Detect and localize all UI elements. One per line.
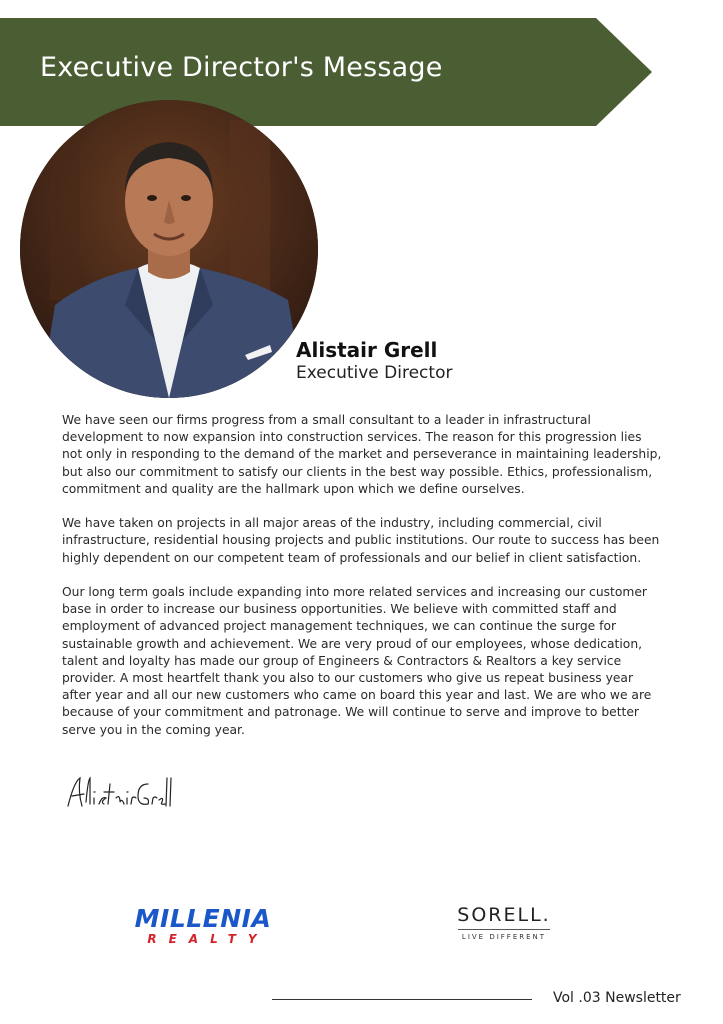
handwritten-signature	[64, 772, 174, 820]
message-paragraph: Our long term goals include expanding into more related services and increasing our customer base in order to increase our business opportunities. We believe with committed staff and employment of advanced project management techniques, we can continue the surge for sustainable growth and achievement. We are very proud of our employees, whose dedication, talent and loyalty has made our group of Engineers & Contractors & Realtors a key service provider. A most heartfelt thank you also to our customers who give us repeat business year after year and all our new customers who came on board this year and last. We are who we are because of your commitment and patronage. We will continue to serve and improve to better serve you in the coming year.	[62, 585, 652, 737]
newsletter-volume: Vol .03 Newsletter	[553, 990, 681, 1006]
director-name: Alistair Grell	[296, 338, 438, 362]
message-body	[62, 412, 664, 756]
portrait-illustration	[20, 100, 318, 398]
sorell-logo-text: SORELL.	[457, 904, 551, 926]
signature-drawing	[64, 772, 174, 816]
millenia-realty-logo	[133, 906, 273, 946]
sorell-logo	[454, 904, 554, 941]
message-paragraph: We have taken on projects in all major areas of the industry, including commercial, civil infrastructure, residential housing projects and public institutions. Our route to success has been highly dependent on our competent team of professionals and our belief in client satisfaction.	[62, 516, 660, 565]
director-role: Executive Director	[296, 363, 453, 383]
sorell-divider	[458, 929, 550, 930]
millenia-logo-text: MILLENIA	[134, 904, 272, 933]
director-photo	[20, 100, 318, 398]
realty-logo-text: REALTY	[147, 932, 269, 946]
footer-divider	[272, 999, 532, 1000]
message-paragraph: We have seen our firms progress from a small consultant to a leader in infrastructural development to now expansion into construction services. The reason for this progression lies not only in responding to the demand of the market and perseverance in maintaining leadership, but also our commitment to satisfy our clients in the best way possible. Ethics, professionalism, commitment and quality are the hallmark upon which we define ourselves.	[62, 413, 662, 496]
page-title: Executive Director's Message	[40, 52, 443, 83]
sorell-tagline: LIVE DIFFERENT	[461, 933, 547, 941]
